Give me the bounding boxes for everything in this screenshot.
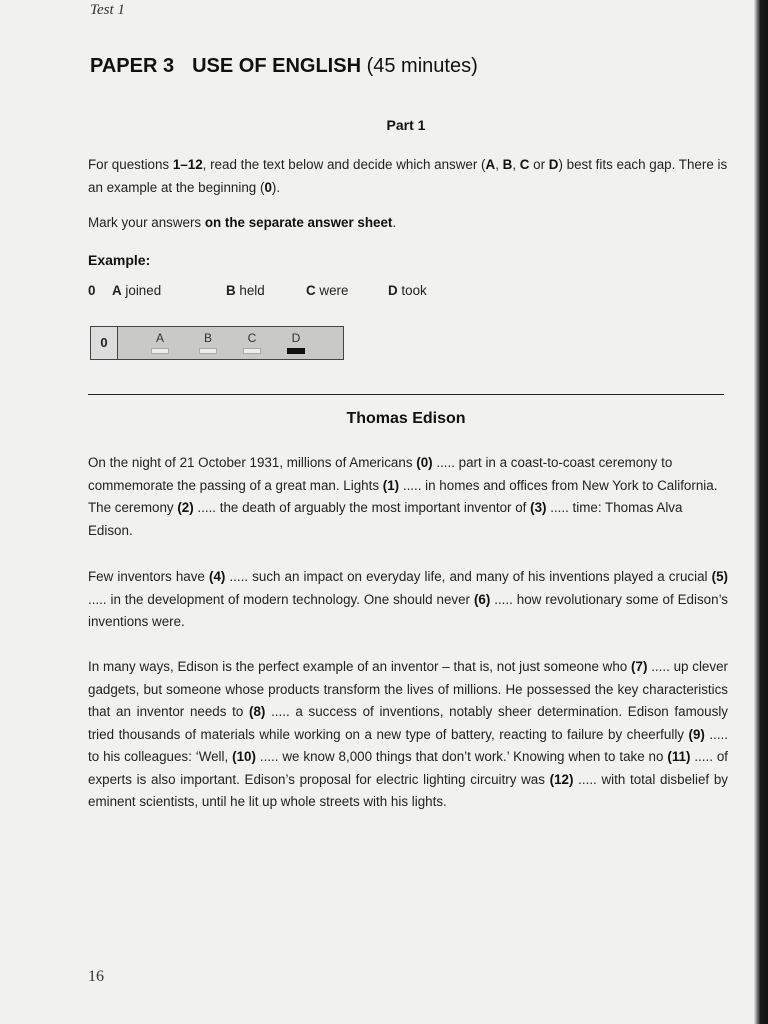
option-letter: D <box>548 157 559 172</box>
option-letter: A <box>112 283 122 298</box>
paper-name: USE OF ENGLISH <box>192 55 362 77</box>
paragraph-text: Few inventors have <box>88 569 209 584</box>
option-text: held <box>239 283 265 298</box>
paper-duration: (45 minutes) <box>366 55 478 77</box>
paper-number: PAPER 3 <box>90 55 175 77</box>
example-label: Example: <box>88 252 151 268</box>
instructions <box>88 154 728 199</box>
answer-column-b <box>197 331 219 354</box>
option-letter: A <box>485 157 496 172</box>
page-edge-shadow <box>754 0 768 1024</box>
answer-column-letter: A <box>155 331 164 345</box>
part-title: Part 1 <box>386 117 426 133</box>
answer-mark-selected <box>287 348 305 354</box>
paragraph-text: On the night of 21 October 1931, millions of Americans <box>88 455 417 470</box>
paragraph-text: ..... such an impact on everyday life, and many of his inventions played a crucial <box>225 569 712 584</box>
gap-number: (1) <box>382 477 400 493</box>
example-number-ref: 0 <box>264 179 272 195</box>
paper-title <box>90 55 478 78</box>
answer-mark <box>199 348 217 354</box>
instruction-text: ) best fits each gap. There is an example at the beginning ( <box>88 157 728 195</box>
paragraph-text: ..... to his colleagues: ‘Well, <box>88 726 728 764</box>
instruction-text: or <box>529 157 549 172</box>
text-title: Thomas Edison <box>346 410 466 427</box>
text-paragraph-1 <box>88 452 728 542</box>
answer-mark <box>243 348 261 354</box>
instruction-text: , read the text below and decide which answer ( <box>202 157 486 172</box>
text-paragraph-3 <box>88 656 728 814</box>
gap-number: (5) <box>711 569 728 584</box>
page-number: 16 <box>88 968 104 985</box>
answer-column-letter: B <box>203 331 212 345</box>
paragraph-text: ..... up clever gadgets, but someone whose products transform the lives of millions. He possessed the key characteristics that an inventor needs to <box>88 659 728 719</box>
option-letter: B <box>226 283 236 298</box>
instruction-text: For questions <box>88 157 173 172</box>
paragraph-text: ..... we know 8,000 things that don’t work.’ Knowing when to take no <box>255 749 668 764</box>
answer-column-c <box>241 331 263 354</box>
question-range: 1–12 <box>172 157 203 172</box>
text-paragraph-2 <box>88 566 728 634</box>
instruction-text: . <box>392 215 397 230</box>
gap-number: (2) <box>177 500 194 515</box>
option-letter: B <box>502 157 513 172</box>
gap-number: (3) <box>530 500 547 515</box>
gap-number: (7) <box>631 659 648 674</box>
option-text: joined <box>125 283 162 298</box>
answer-column-d <box>285 331 307 354</box>
example-number: 0 <box>88 283 96 298</box>
answer-column-letter: C <box>247 331 257 345</box>
gap-number: (8) <box>249 704 266 719</box>
example-answer-box <box>90 326 344 360</box>
paragraph-text: ..... how revolutionary some of Edison’s inventions were. <box>88 591 728 629</box>
answer-column-a <box>149 331 171 354</box>
paragraph-text: ..... in homes and offices from New York to California. The ceremony <box>88 477 718 515</box>
answer-sheet-emphasis: on the separate answer sheet <box>204 215 393 230</box>
paragraph-text: ..... in the development of modern technology. One should never <box>88 591 474 607</box>
gap-number: (10) <box>232 749 256 764</box>
gap-number: (12) <box>549 771 574 787</box>
option-letter: C <box>519 157 530 172</box>
running-header: Test 1 <box>90 2 125 18</box>
option-text: took <box>401 283 427 298</box>
instruction-text: , <box>512 157 520 172</box>
gap-number: (9) <box>688 726 705 742</box>
mark-answers-instruction <box>88 212 728 235</box>
instruction-text: , <box>495 157 503 172</box>
gap-number: (0) <box>416 455 433 470</box>
answer-box-number: 0 <box>91 327 118 359</box>
option-letter: D <box>388 283 398 298</box>
paragraph-text: ..... part in a coast-to-coast ceremony to commemorate the passing of a great man. Lights <box>88 455 673 493</box>
paragraph-text: ..... of experts is also important. Edison’s proposal for electric lighting circuitry was <box>88 749 729 787</box>
example-options <box>88 283 427 298</box>
paragraph-text: In many ways, Edison is the perfect example of an inventor – that is, not just someone who <box>88 659 632 674</box>
gap-number: (4) <box>208 569 226 584</box>
paragraph-text: ..... the death of arguably the most important inventor of <box>193 500 531 515</box>
gap-number: (11) <box>667 749 691 764</box>
instruction-text: Mark your answers <box>88 215 205 230</box>
section-divider <box>88 394 724 395</box>
paragraph-text: ..... a success of inventions, notably sheer determination. Edison famously tried thousands of materials while working on a new type of battery, reacting to failure by cheerfully <box>88 704 728 742</box>
paragraph-text: ..... time: Thomas Alva Edison. <box>88 500 683 538</box>
gap-number: (6) <box>473 591 491 607</box>
answer-column-letter: D <box>291 331 301 345</box>
option-letter: C <box>306 283 316 298</box>
paragraph-text: ..... with total disbelief by eminent scientists, until he lit up whole streets with his lights. <box>88 771 728 809</box>
option-text: were <box>319 283 349 298</box>
instruction-text: ). <box>271 179 281 195</box>
answer-mark <box>151 348 169 354</box>
